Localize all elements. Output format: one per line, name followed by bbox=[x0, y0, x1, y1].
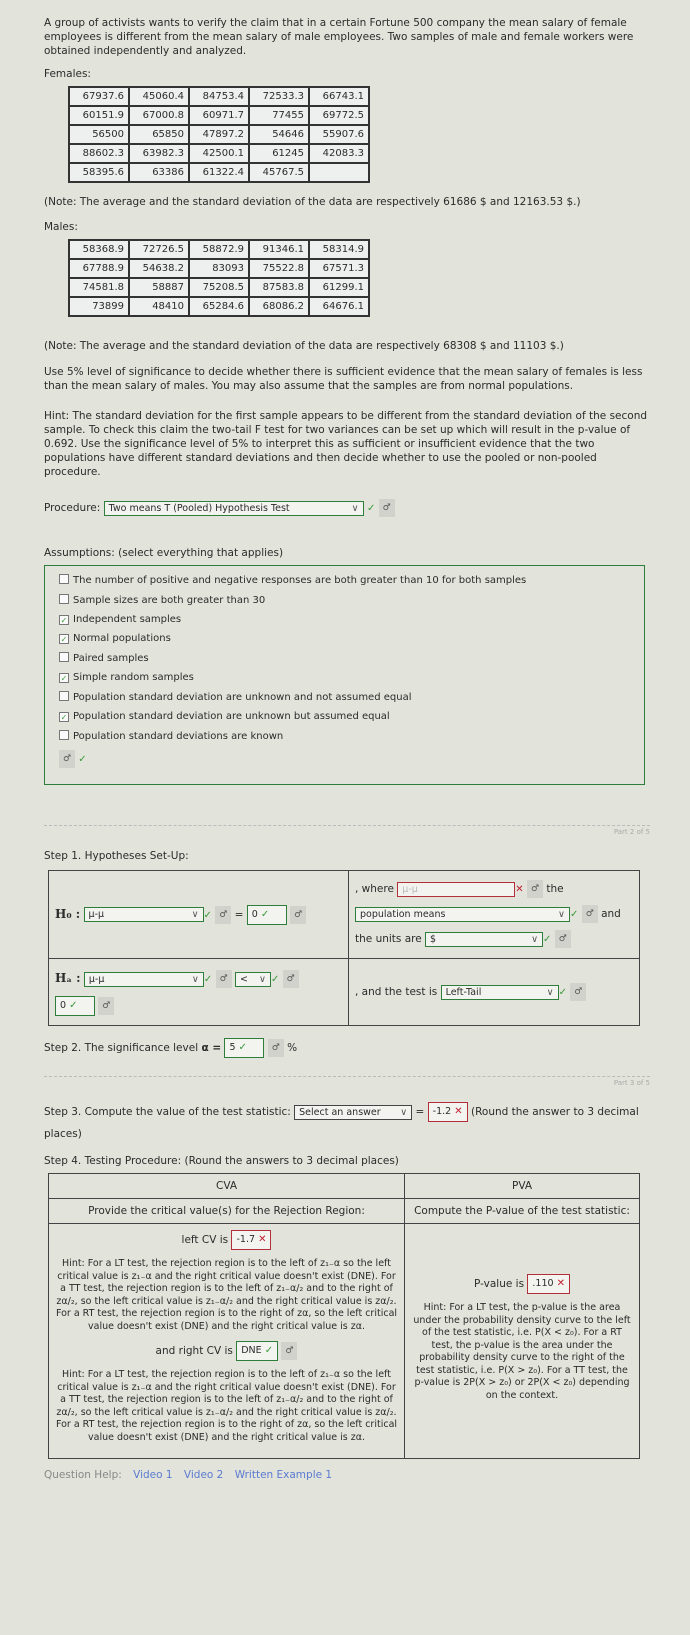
assumption-label: The number of positive and negative responses are both greater than 10 for both samples bbox=[73, 575, 527, 586]
units-select[interactable]: $ ∨ bbox=[425, 932, 543, 947]
table-row bbox=[69, 259, 369, 278]
units-label: the units are bbox=[355, 933, 422, 945]
males-note: (Note: The average and the standard deviation of the data are respectively 68308 $ and 11103 $.) bbox=[44, 340, 564, 352]
where-label: , where bbox=[355, 883, 394, 895]
hint-icon[interactable]: ♂ bbox=[527, 880, 543, 898]
table-row bbox=[69, 87, 369, 106]
females-table bbox=[68, 86, 370, 183]
procedure-label: Procedure: bbox=[44, 502, 101, 514]
table-cell: 69772.5 bbox=[309, 106, 369, 125]
table-cell: 64676.1 bbox=[309, 297, 369, 316]
part-2-label: Part 2 of 5 bbox=[44, 825, 650, 836]
the-label: the bbox=[546, 883, 564, 895]
hypotheses-table: H₀ : μ-μ ∨ ✓ ♂ = 0 ✓ ♂ , where μ-μ ✕ ♂ the population means ∨ ✓ ♂ and the units are $ ∨ ✓ ♂ Hₐ : μ-μ ∨ ✓ ♂ < ∨ ✓ ♂ 0 ✓ ♂ , and the test is Left-Tail ∨ ✓ ♂ bbox=[48, 870, 640, 1026]
assumption-option[interactable] bbox=[59, 652, 632, 664]
table-cell: 61299.1 bbox=[309, 278, 369, 297]
assumption-label: Population standard deviations are known bbox=[73, 731, 284, 742]
ha-label: Hₐ : bbox=[55, 971, 81, 985]
hint-icon[interactable]: ♂ bbox=[379, 499, 395, 517]
table-cell: 84753.4 bbox=[189, 87, 249, 106]
checkbox[interactable] bbox=[59, 730, 69, 740]
equals: = bbox=[415, 1106, 425, 1118]
table-cell: 67571.3 bbox=[309, 259, 369, 278]
hint-icon[interactable]: ♂ bbox=[281, 1342, 297, 1360]
table-cell: 42083.3 bbox=[309, 144, 369, 163]
table-cell: 73899 bbox=[69, 297, 129, 316]
population-select[interactable]: population means ∨ bbox=[355, 907, 570, 922]
percent-label: % bbox=[287, 1042, 298, 1054]
table-row bbox=[69, 144, 369, 163]
table-cell: 88602.3 bbox=[69, 144, 129, 163]
step3-note: (Round the answer to 3 decimal places) bbox=[44, 1106, 639, 1140]
check-icon: ✓ bbox=[366, 503, 376, 514]
table-cell: 72726.5 bbox=[129, 240, 189, 259]
hint-icon[interactable]: ♂ bbox=[59, 750, 75, 768]
step3-row bbox=[44, 1101, 650, 1145]
assumptions-label: Assumptions: (select everything that applies) bbox=[44, 547, 284, 559]
table-cell: 67937.6 bbox=[69, 87, 129, 106]
table-cell: 65850 bbox=[129, 125, 189, 144]
table-row bbox=[69, 106, 369, 125]
hint-icon[interactable]: ♂ bbox=[290, 906, 306, 924]
hint-icon[interactable]: ♂ bbox=[98, 997, 114, 1015]
assumption-option[interactable] bbox=[59, 633, 632, 644]
males-label: Males: bbox=[44, 221, 78, 233]
h0-eq: = bbox=[234, 908, 244, 921]
test-select[interactable]: Left-Tail ∨ bbox=[441, 985, 559, 1000]
table-cell: 58887 bbox=[129, 278, 189, 297]
cva-prompt: Provide the critical value(s) for the Rejection Region: bbox=[49, 1199, 405, 1224]
table-row bbox=[69, 240, 369, 259]
hint-icon[interactable]: ♂ bbox=[570, 983, 586, 1001]
table-cell: 61322.4 bbox=[189, 163, 249, 182]
table-cell: 83093 bbox=[189, 259, 249, 278]
step2-row bbox=[44, 1038, 650, 1058]
video-1-link[interactable]: Video 1 bbox=[133, 1469, 173, 1481]
h0-label: H₀ : bbox=[55, 906, 81, 921]
alpha-input[interactable]: 5 ✓ bbox=[224, 1038, 264, 1058]
h0-param-select[interactable]: μ-μ ∨ bbox=[84, 907, 204, 922]
table-cell: 65284.6 bbox=[189, 297, 249, 316]
ha-op-select[interactable]: < ∨ bbox=[235, 972, 271, 987]
assumption-label: Independent samples bbox=[73, 614, 182, 625]
cv-hint-2: Hint: For a LT test, the rejection region is to the left of z₁₋α so the left critical value is z₁₋α and the right critical value doesn't exist (DNE). For a TT test, the rejection region is to the left of z₁₋α/₂ and to the right of zα/₂, so the left critical value is z₁₋α/₂ and the right critical value is zα/₂. For a RT test, the rejection region is to the right of zα, so the left critical value doesn't exist (DNE) and the right critical value is zα. bbox=[55, 1369, 398, 1443]
assumption-label: Population standard deviation are unknown and not assumed equal bbox=[73, 692, 412, 703]
assumption-option[interactable] bbox=[59, 672, 632, 683]
h0-value-input[interactable]: 0 ✓ bbox=[247, 905, 287, 925]
assumption-label: Paired samples bbox=[73, 653, 149, 664]
ha-value-input[interactable]: 0 ✓ bbox=[55, 996, 95, 1016]
statistic-select[interactable]: Select an answer ∨ bbox=[294, 1105, 412, 1120]
pv-hint: Hint: For a LT test, the p-value is the area under the probability density curve to the left of the test statistic, i.e. P(X < z₀). For a RT test, the p-value is the area under the probability density curve to the right of the test statistic, i.e. P(X > z₀). For a TT test, the p-value is 2P(X > z₀) or 2P(X < z₀) depending on the context. bbox=[413, 1302, 631, 1401]
table-cell: 63982.3 bbox=[129, 144, 189, 163]
assumption-option[interactable] bbox=[59, 711, 632, 722]
test-label: , and the test is bbox=[355, 986, 438, 998]
table-cell: 56500 bbox=[69, 125, 129, 144]
ha-param-select[interactable]: μ-μ ∨ bbox=[84, 972, 204, 987]
hint-icon[interactable]: ♂ bbox=[582, 905, 598, 923]
task-text: Use 5% level of significance to decide whether there is sufficient evidence that the mean salary of females is less than the mean salary of males. You may also assume that the samples are from normal populations. bbox=[44, 366, 643, 392]
checkbox[interactable] bbox=[59, 574, 69, 584]
and-label: and bbox=[601, 908, 621, 920]
step2-label: Step 2. The significance level bbox=[44, 1042, 199, 1054]
table-cell: 75522.8 bbox=[249, 259, 309, 278]
written-example-link[interactable]: Written Example 1 bbox=[234, 1469, 333, 1481]
check-icon: ✓ bbox=[78, 754, 87, 765]
right-cv-input[interactable]: DNE ✓ bbox=[236, 1341, 278, 1361]
procedure-row bbox=[44, 499, 650, 517]
table-cell: 47897.2 bbox=[189, 125, 249, 144]
intro-text: A group of activists wants to verify the claim that in a certain Fortune 500 company the mean salary of female employees is different from the mean salary of male employees. Two samples of male and female workers were obtained independently and analyzed. bbox=[44, 17, 634, 57]
females-label: Females: bbox=[44, 68, 91, 80]
females-note: (Note: The average and the standard deviation of the data are respectively 61686 $ and 12163.53 $.) bbox=[44, 196, 581, 208]
hint-icon[interactable]: ♂ bbox=[215, 906, 231, 924]
table-cell bbox=[309, 163, 369, 182]
statistic-input[interactable]: -1.2 ✕ bbox=[428, 1102, 468, 1122]
step1-label: Step 1. Hypotheses Set-Up: bbox=[44, 850, 189, 862]
where-input[interactable]: μ-μ bbox=[397, 882, 515, 897]
checkbox[interactable] bbox=[59, 594, 69, 604]
table-row bbox=[69, 278, 369, 297]
table-cell: 58395.6 bbox=[69, 163, 129, 182]
table-cell: 67000.8 bbox=[129, 106, 189, 125]
pvalue-label: P-value is bbox=[474, 1278, 525, 1290]
question-help bbox=[44, 1469, 650, 1481]
assumption-label: Population standard deviation are unknown but assumed equal bbox=[73, 711, 390, 722]
hint-icon[interactable]: ♂ bbox=[268, 1039, 284, 1057]
checkbox[interactable]: ✓ bbox=[60, 674, 68, 683]
table-cell: 60151.9 bbox=[69, 106, 129, 125]
table-cell: 63386 bbox=[129, 163, 189, 182]
assumption-label: Normal populations bbox=[73, 633, 171, 644]
checkbox[interactable]: ✓ bbox=[60, 713, 68, 722]
hint-text: Hint: The standard deviation for the first sample appears to be different from the standard deviation of the second sample. To check this claim the two-tail F test for two variances can be set up which will result in the p-value of 0.692. Use the significance level of 5% to interpret this as sufficient or insufficient evidence that the two populations have different standard deviations and then decide whether to use the pooled or non-pooled procedure. bbox=[44, 410, 648, 478]
table-cell: 68086.2 bbox=[249, 297, 309, 316]
left-cv-input[interactable]: -1.7 ✕ bbox=[231, 1230, 271, 1250]
step3-label: Step 3. Compute the value of the test statistic: bbox=[44, 1106, 291, 1118]
pva-prompt: Compute the P-value of the test statistic: bbox=[405, 1199, 640, 1224]
chevron-down-icon: ∨ bbox=[351, 502, 359, 514]
hint-icon[interactable]: ♂ bbox=[555, 930, 571, 948]
males-table bbox=[68, 239, 370, 317]
help-label: Question Help: bbox=[44, 1469, 122, 1481]
table-cell: 54638.2 bbox=[129, 259, 189, 278]
table-cell: 45767.5 bbox=[249, 163, 309, 182]
left-cv-label: left CV is bbox=[181, 1234, 229, 1246]
checkbox[interactable] bbox=[59, 691, 69, 701]
hint-icon[interactable]: ♂ bbox=[216, 970, 232, 988]
assumption-option[interactable] bbox=[59, 730, 632, 742]
table-cell: 61245 bbox=[249, 144, 309, 163]
table-cell: 74581.8 bbox=[69, 278, 129, 297]
table-cell: 48410 bbox=[129, 297, 189, 316]
assumptions-box bbox=[44, 565, 645, 785]
assumption-label: Sample sizes are both greater than 30 bbox=[73, 595, 266, 606]
table-cell: 54646 bbox=[249, 125, 309, 144]
assumption-option[interactable] bbox=[59, 614, 632, 625]
assumption-option[interactable] bbox=[59, 691, 632, 703]
table-cell: 66743.1 bbox=[309, 87, 369, 106]
checkbox[interactable]: ✓ bbox=[60, 635, 68, 644]
table-cell: 58314.9 bbox=[309, 240, 369, 259]
table-row bbox=[69, 297, 369, 316]
checkbox[interactable]: ✓ bbox=[60, 616, 68, 625]
table-cell: 72533.3 bbox=[249, 87, 309, 106]
cv-hint: Hint: For a LT test, the rejection region is to the left of z₁₋α so the left critical value is z₁₋α and the right critical value doesn't exist (DNE). For a TT test, the rejection region is to the left of z₁₋α/₂ and to the right of zα/₂, so the left critical value is z₁₋α/₂ and the right critical value is zα/₂. For a RT test, the rejection region is to the right of zα, so the left critical value doesn't exist (DNE) and the right critical value is zα. bbox=[55, 1258, 398, 1332]
video-2-link[interactable]: Video 2 bbox=[183, 1469, 224, 1481]
pvalue-input[interactable]: .110 ✕ bbox=[527, 1274, 570, 1294]
table-cell: 58872.9 bbox=[189, 240, 249, 259]
table-cell: 75208.5 bbox=[189, 278, 249, 297]
table-cell: 77455 bbox=[249, 106, 309, 125]
table-cell: 60971.7 bbox=[189, 106, 249, 125]
step4-label: Step 4. Testing Procedure: (Round the answers to 3 decimal places) bbox=[44, 1155, 399, 1167]
table-cell: 45060.4 bbox=[129, 87, 189, 106]
table-cell: 42500.1 bbox=[189, 144, 249, 163]
table-cell: 55907.6 bbox=[309, 125, 369, 144]
table-cell: 58368.9 bbox=[69, 240, 129, 259]
assumption-label: Simple random samples bbox=[73, 672, 194, 683]
table-row bbox=[69, 125, 369, 144]
cva-header: CVA bbox=[49, 1174, 405, 1199]
hint-icon[interactable]: ♂ bbox=[283, 970, 299, 988]
procedure-select[interactable]: Two means T (Pooled) Hypothesis Test ∨ bbox=[104, 501, 364, 516]
alpha-symbol: α = bbox=[201, 1042, 222, 1054]
right-cv-label: and right CV is bbox=[155, 1345, 233, 1357]
part-3-label: Part 3 of 5 bbox=[44, 1076, 650, 1087]
table-cell: 91346.1 bbox=[249, 240, 309, 259]
pva-header: PVA bbox=[405, 1174, 640, 1199]
assumption-option[interactable] bbox=[59, 574, 632, 586]
table-row bbox=[69, 163, 369, 182]
table-cell: 87583.8 bbox=[249, 278, 309, 297]
checkbox[interactable] bbox=[59, 652, 69, 662]
testing-table bbox=[48, 1173, 640, 1459]
table-cell: 67788.9 bbox=[69, 259, 129, 278]
assumption-option[interactable] bbox=[59, 594, 632, 606]
